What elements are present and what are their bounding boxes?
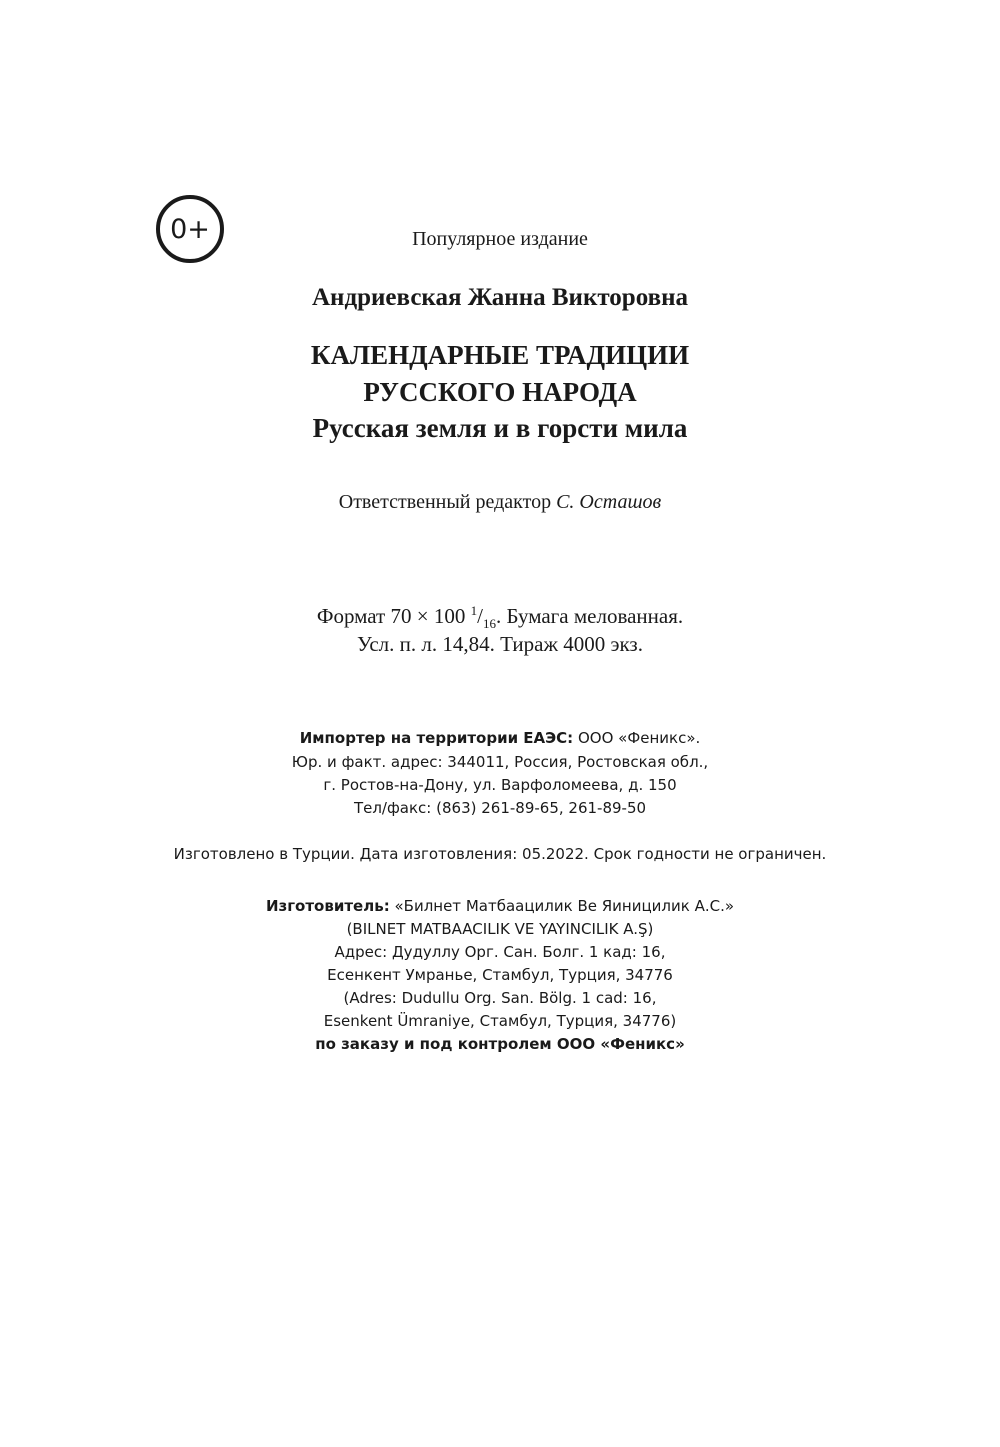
- importer-address-2: г. Ростов-на-Дону, ул. Варфоломеева, д. 150: [323, 776, 677, 794]
- format-fraction-denominator: 16: [482, 616, 496, 632]
- book-title-line1: КАЛЕНДАРНЫЕ ТРАДИЦИИ: [310, 340, 690, 370]
- format-prefix: Формат 70 × 100: [316, 604, 471, 628]
- format-suffix: . Бумага мелованная.: [495, 604, 684, 628]
- importer-name: ООО «Феникс».: [573, 729, 701, 747]
- made-in-line: Изготовлено в Турции. Дата изготовления: 05.2022. Срок годности не ограничен.: [173, 845, 827, 863]
- importer-phone: Тел/факс: (863) 261-89-65, 261-89-50: [353, 799, 647, 817]
- format-fraction-slash: /: [477, 604, 483, 628]
- format-line: [0, 603, 1000, 632]
- manufacturer-line: [0, 897, 1000, 915]
- manufacturer-name: «Билнет Матбаацилик Ве Яиницилик А.С.»: [389, 897, 735, 915]
- manufacturer-label: Изготовитель:: [265, 897, 390, 915]
- manufacturer-latin-name: (BILNET MATBAACILIK VE YAYINCILIK A.Ş): [346, 920, 654, 938]
- manufacturer-address-3: (Adres: Dudullu Org. San. Bölg. 1 cad: 16,: [343, 989, 657, 1007]
- author-name: Андриевская Жанна Викторовна: [312, 284, 688, 311]
- manufacturer-address-4: Esenkent Ümraniye, Стамбул, Турция, 34776): [323, 1012, 677, 1030]
- editor-credit: [0, 491, 1000, 514]
- importer-label: Импортер на территории ЕАЭС:: [299, 729, 574, 747]
- print-run-line: Усл. п. л. 14,84. Тираж 4000 экз.: [357, 632, 643, 656]
- edition-type: Популярное издание: [412, 228, 588, 250]
- book-title-line2: РУССКОГО НАРОДА: [363, 377, 637, 407]
- manufacturer-address-2: Есенкент Умранье, Стамбул, Турция, 34776: [327, 966, 673, 984]
- book-subtitle: Русская земля и в горсти мила: [312, 413, 688, 443]
- editor-label: Ответственный редактор: [338, 491, 557, 513]
- manufacturer-address-1: Адрес: Дудуллу Орг. Сан. Болг. 1 кад: 16,: [334, 943, 666, 961]
- age-rating-badge: 0+: [156, 195, 224, 263]
- manufacturer-order-note: по заказу и под контролем ООО «Феникс»: [315, 1035, 685, 1053]
- format-fraction-numerator: 1: [470, 603, 478, 618]
- editor-name: С. Осташов: [556, 491, 662, 513]
- importer-line: [0, 729, 1000, 747]
- importer-address-1: Юр. и факт. адрес: 344011, Россия, Ростовская обл.,: [291, 753, 709, 771]
